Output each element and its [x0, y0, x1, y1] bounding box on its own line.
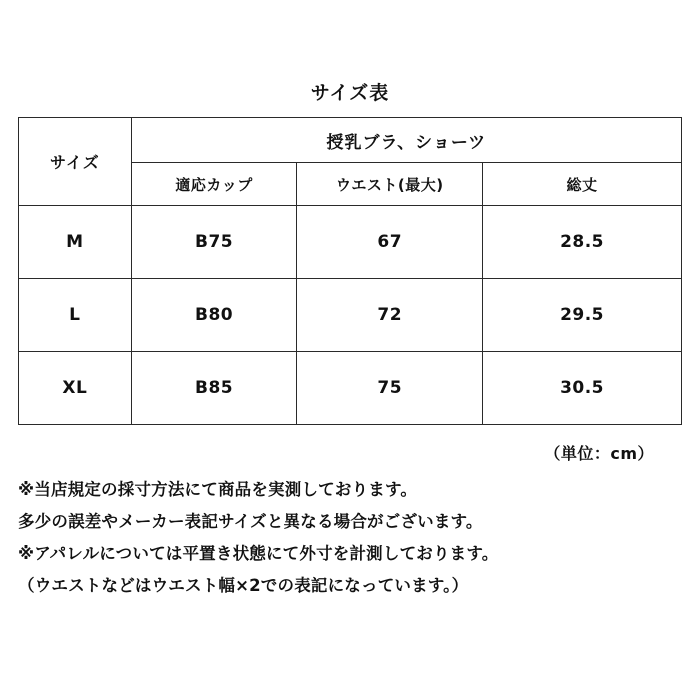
- unit-note: （単位：cm）: [544, 444, 654, 463]
- note-line: ※当店規定の採寸方法にて商品を実測しております。: [18, 480, 418, 499]
- note-line: ※アパレルについては平置き状態にて外寸を計測しております。: [18, 543, 499, 563]
- cell-waist: 72: [297, 279, 483, 352]
- table-row: [19, 206, 682, 279]
- cell-size: XL: [19, 352, 132, 425]
- cell-waist: 75: [297, 352, 483, 425]
- table-row: [19, 279, 682, 352]
- table-header-row-group: [19, 118, 682, 163]
- header-waist: ウエスト(最大): [297, 163, 483, 206]
- cell-length: 30.5: [483, 352, 682, 425]
- size-table: [18, 117, 682, 425]
- cell-length: 29.5: [483, 279, 682, 352]
- cell-cup: B80: [131, 279, 297, 352]
- header-length: 総丈: [483, 163, 682, 206]
- cell-waist: 67: [297, 206, 483, 279]
- cell-size: L: [19, 279, 132, 352]
- header-size-label: サイズ: [19, 118, 132, 206]
- note-line: （ウエストなどはウエスト幅×2での表記になっています。）: [18, 575, 469, 595]
- notes-section: [18, 464, 682, 598]
- note-line: 多少の誤差やメーカー表記サイズと異なる場合がございます。: [18, 511, 483, 531]
- header-cup: 適応カップ: [131, 163, 297, 206]
- cell-cup: B75: [131, 206, 297, 279]
- cell-size: M: [19, 206, 132, 279]
- cell-cup: B85: [131, 352, 297, 425]
- header-product-group: 授乳ブラ、ショーツ: [131, 118, 681, 163]
- cell-length: 28.5: [483, 206, 682, 279]
- table-row: [19, 352, 682, 425]
- page-title: サイズ表: [310, 82, 390, 104]
